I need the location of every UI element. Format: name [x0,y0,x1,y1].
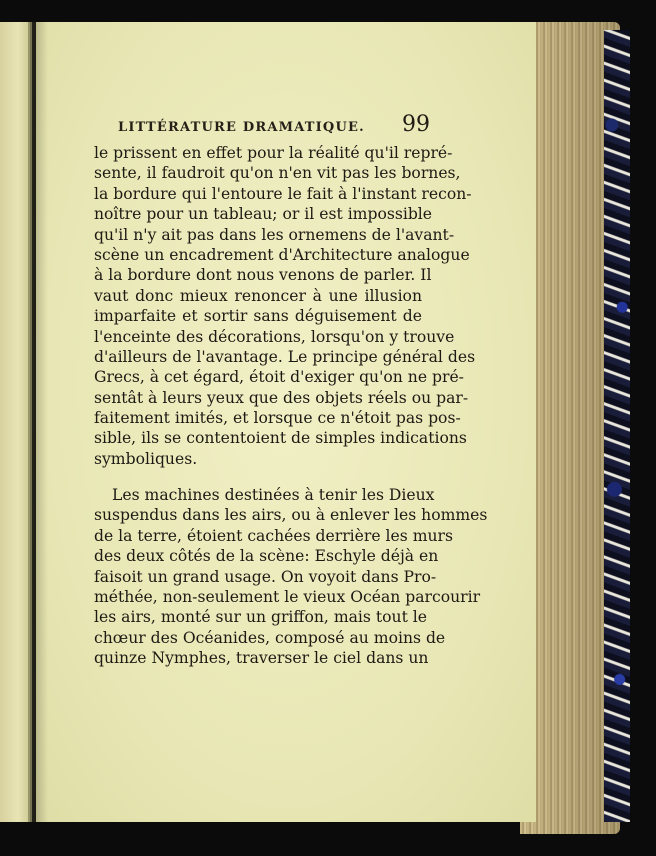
page-header [118,106,430,136]
text-line: chœur des Océanides, composé au moins de [94,628,446,647]
text-line: sentât à leurs yeux que des objets réels ou par- [94,388,469,407]
text-line: faitement imités, et lorsque ce n'étoit pas pos- [94,409,461,428]
text-line: scène un encadrement d'Architecture analogue [94,245,470,264]
page-gutter [28,22,48,822]
text-line: Grecs, à cet égard, étoit d'exiger qu'on ne pré- [94,368,464,387]
marbled-cover [604,30,630,822]
text-line: suspendus dans les airs, ou à enlever les hommes [94,506,488,525]
running-title: LITTÉRATURE DRAMATIQUE. [118,120,365,135]
text-line: faisoit un grand usage. On voyoit dans Pro- [94,567,437,586]
text-line: de la terre, étoient cachées derrière les murs [94,526,453,545]
text-line: sente, il faudroit qu'on n'en vit pas les bornes, [94,164,461,183]
text-line: les airs, monté sur un griffon, mais tout le [94,608,428,627]
text-line: noître pour un tableau; or il est impossible [94,205,433,224]
text-line: méthée, non-seulement le vieux Océan parcourir [94,587,481,606]
paragraph-1 [94,143,476,469]
text-line: quinze Nymphes, traverser le ciel dans un [94,649,429,668]
text-line: l'enceinte des décorations, lorsqu'on y trouve [94,327,455,346]
text-line: le prissent en effet pour la réalité qu'il repré- [94,144,453,162]
text-line: sible, ils se contentoient de simples indications [94,429,467,448]
text-line: imparfaite et sortir sans déguisement de [94,307,422,326]
text-line: d'ailleurs de l'avantage. Le principe général des [94,347,476,366]
text-line: Les machines destinées à tenir les Dieux [112,486,435,504]
page-number: 99 [402,112,430,137]
text-line: vaut donc mieux renoncer à une illusion [94,286,422,305]
text-line: symboliques. [94,449,198,468]
paragraph-2 [94,485,488,669]
text-line: la bordure qui l'entoure le fait à l'instant recon- [94,184,472,203]
text-line: à la bordure dont nous venons de parler. Il [94,266,432,285]
text-line: des deux côtés de la scène: Eschyle déjà en [94,547,439,566]
text-line: qu'il n'y ait pas dans les ornemens de l'avant- [94,225,455,244]
